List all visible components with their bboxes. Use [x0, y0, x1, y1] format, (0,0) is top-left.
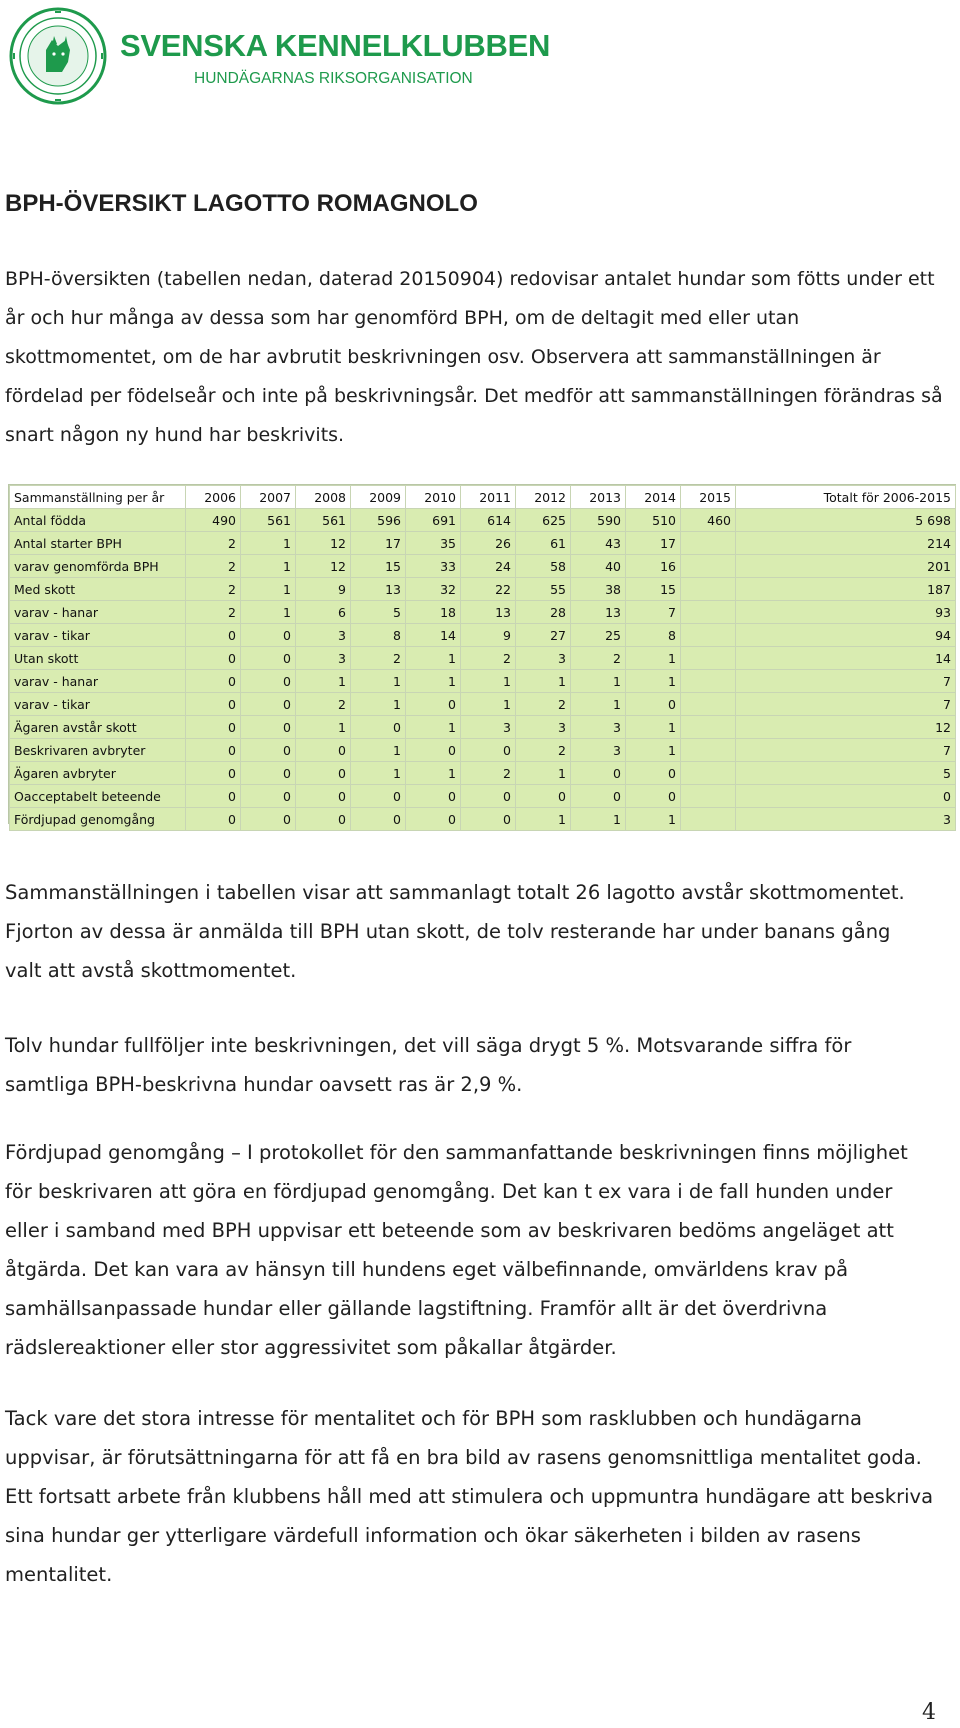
table-cell: 35 [406, 532, 461, 555]
table-cell: 18 [406, 601, 461, 624]
table-cell: 0 [241, 762, 296, 785]
table-cell: 33 [406, 555, 461, 578]
table-cell: 7 [626, 601, 681, 624]
column-header: 2009 [351, 486, 406, 509]
table-cell: 490 [186, 509, 241, 532]
table-cell: 2 [186, 555, 241, 578]
table-cell: 32 [406, 578, 461, 601]
total-cell: 7 [736, 693, 956, 716]
row-label: varav - hanar [10, 601, 186, 624]
table-cell: 1 [406, 762, 461, 785]
organization-name: SVENSKA KENNELKLUBBEN [120, 28, 551, 63]
column-header: 2008 [296, 486, 351, 509]
table-cell [681, 739, 736, 762]
page-number: 4 [922, 1700, 936, 1725]
table-row [10, 739, 956, 762]
table-cell: 1 [351, 739, 406, 762]
column-header: 2012 [516, 486, 571, 509]
table-cell: 1 [351, 670, 406, 693]
table-cell: 0 [626, 693, 681, 716]
table-cell: 1 [626, 739, 681, 762]
letterhead [8, 6, 568, 106]
table-cell: 0 [241, 716, 296, 739]
table-cell: 15 [351, 555, 406, 578]
table-cell: 0 [351, 785, 406, 808]
table-cell: 3 [516, 647, 571, 670]
column-header: 2013 [571, 486, 626, 509]
table-cell: 0 [406, 693, 461, 716]
total-cell: 12 [736, 716, 956, 739]
table-cell: 24 [461, 555, 516, 578]
table-cell: 3 [461, 716, 516, 739]
table-row [10, 716, 956, 739]
table-cell: 13 [351, 578, 406, 601]
table-cell: 5 [351, 601, 406, 624]
table-cell [681, 601, 736, 624]
table-cell: 3 [571, 716, 626, 739]
row-label: Antal starter BPH [10, 532, 186, 555]
table-cell: 3 [516, 716, 571, 739]
total-cell: 5 698 [736, 509, 956, 532]
row-label: varav - hanar [10, 670, 186, 693]
table-cell: 596 [351, 509, 406, 532]
organization-subtitle: HUNDÄGARNAS RIKSORGANISATION [194, 70, 473, 87]
table-cell: 0 [296, 739, 351, 762]
table-cell: 0 [406, 808, 461, 831]
table-cell: 0 [241, 808, 296, 831]
table-cell: 1 [516, 670, 571, 693]
table-cell: 1 [296, 716, 351, 739]
table-cell: 6 [296, 601, 351, 624]
table-cell: 1 [351, 762, 406, 785]
table-row [10, 693, 956, 716]
table-body [10, 509, 956, 831]
table-cell: 43 [571, 532, 626, 555]
bph-summary-table [9, 485, 956, 831]
table-cell: 22 [461, 578, 516, 601]
table-cell: 0 [516, 785, 571, 808]
table-cell: 1 [241, 532, 296, 555]
table-cell [681, 624, 736, 647]
total-cell: 93 [736, 601, 956, 624]
table-row [10, 808, 956, 831]
table-cell: 590 [571, 509, 626, 532]
column-header: 2010 [406, 486, 461, 509]
table-cell: 1 [571, 670, 626, 693]
table-cell: 0 [461, 785, 516, 808]
table-cell [681, 785, 736, 808]
table-cell [681, 578, 736, 601]
table-cell: 0 [296, 808, 351, 831]
table-cell: 1 [626, 716, 681, 739]
table-cell: 0 [571, 762, 626, 785]
table-cell: 13 [571, 601, 626, 624]
table-cell: 1 [571, 693, 626, 716]
column-header: 2007 [241, 486, 296, 509]
table-cell: 2 [296, 693, 351, 716]
table-cell: 0 [241, 670, 296, 693]
row-label: varav - tikar [10, 693, 186, 716]
table-cell: 9 [461, 624, 516, 647]
table-cell: 1 [241, 578, 296, 601]
table-cell: 625 [516, 509, 571, 532]
table-cell: 0 [461, 808, 516, 831]
table-cell: 1 [461, 670, 516, 693]
table-cell: 0 [186, 785, 241, 808]
table-cell: 8 [351, 624, 406, 647]
table-cell [681, 532, 736, 555]
row-label: Med skott [10, 578, 186, 601]
total-cell: 201 [736, 555, 956, 578]
table-row [10, 762, 956, 785]
table-cell [681, 716, 736, 739]
total-cell: 7 [736, 670, 956, 693]
table-cell: 17 [626, 532, 681, 555]
table-cell: 1 [461, 693, 516, 716]
table-cell [681, 762, 736, 785]
table-row [10, 785, 956, 808]
total-cell: 14 [736, 647, 956, 670]
table-cell: 1 [406, 647, 461, 670]
table-row [10, 647, 956, 670]
table-cell: 0 [186, 693, 241, 716]
intro-paragraph: BPH-översikten (tabellen nedan, daterad 20150904) redovisar antalet hundar som fötts under ett år och hur många av dessa som har genomförd BPH, om de deltagit med eller utan skottmomentet, om de har avbrutit beskrivningen osv. Observera att sammanställningen är fördelad per födelseår och inte på beskrivningsår. Det medför att sammanställningen förändras så snart någon ny hund har beskrivits. [5, 268, 943, 446]
table-cell: 1 [571, 808, 626, 831]
table-cell [681, 647, 736, 670]
skk-seal-icon [8, 6, 108, 106]
table-cell: 0 [241, 624, 296, 647]
table-cell: 1 [406, 716, 461, 739]
table-cell: 0 [406, 785, 461, 808]
summary-paragraph: Sammanställningen i tabellen visar att sammanlagt totalt 26 lagotto avstår skottmomentet. Fjorton av dessa är anmälda till BPH utan skott, de tolv resterande har under banans gång valt att avstå skottmomentet. [5, 881, 905, 982]
table-row [10, 532, 956, 555]
row-label: Ägaren avstår skott [10, 716, 186, 739]
page-title: BPH-ÖVERSIKT LAGOTTO ROMAGNOLO [5, 190, 478, 217]
row-label: Oacceptabelt beteende [10, 785, 186, 808]
row-label: Fördjupad genomgång [10, 808, 186, 831]
table-cell: 28 [516, 601, 571, 624]
bph-table-container [8, 484, 956, 827]
table-cell: 0 [241, 739, 296, 762]
table-row [10, 670, 956, 693]
table-cell: 13 [461, 601, 516, 624]
row-label: Ägaren avbryter [10, 762, 186, 785]
row-label: varav - tikar [10, 624, 186, 647]
column-header: 2011 [461, 486, 516, 509]
table-header-row [10, 486, 956, 509]
table-cell: 1 [241, 555, 296, 578]
table-row [10, 578, 956, 601]
table-cell: 0 [186, 808, 241, 831]
table-cell: 1 [406, 670, 461, 693]
table-cell: 61 [516, 532, 571, 555]
table-cell: 0 [351, 808, 406, 831]
table-cell: 9 [296, 578, 351, 601]
table-cell: 55 [516, 578, 571, 601]
table-cell: 2 [186, 532, 241, 555]
total-cell: 5 [736, 762, 956, 785]
total-cell: 187 [736, 578, 956, 601]
table-cell: 26 [461, 532, 516, 555]
table-cell: 25 [571, 624, 626, 647]
table-row [10, 624, 956, 647]
table-row [10, 509, 956, 532]
table-cell: 0 [571, 785, 626, 808]
table-row [10, 555, 956, 578]
table-cell: 561 [296, 509, 351, 532]
total-cell: 214 [736, 532, 956, 555]
table-cell: 0 [186, 739, 241, 762]
column-header-total: Totalt för 2006-2015 [736, 486, 956, 509]
table-cell: 0 [186, 716, 241, 739]
table-cell: 1 [626, 670, 681, 693]
table-cell: 17 [351, 532, 406, 555]
table-cell: 14 [406, 624, 461, 647]
table-corner-label: Sammanställning per år [10, 486, 186, 509]
incomplete-paragraph: Tolv hundar fullföljer inte beskrivningen, det vill säga drygt 5 %. Motsvarande siffra för samtliga BPH-beskrivna hundar oavsett ras är 2,9 %. [5, 1034, 852, 1096]
table-cell: 3 [296, 624, 351, 647]
table-cell: 0 [186, 647, 241, 670]
table-cell: 2 [351, 647, 406, 670]
table-cell: 38 [571, 578, 626, 601]
table-cell: 0 [626, 785, 681, 808]
table-cell: 614 [461, 509, 516, 532]
total-cell: 7 [736, 739, 956, 762]
table-cell [681, 670, 736, 693]
table-cell: 12 [296, 555, 351, 578]
table-cell: 1 [241, 601, 296, 624]
table-cell: 2 [461, 762, 516, 785]
table-cell: 2 [186, 578, 241, 601]
table-cell: 2 [186, 601, 241, 624]
table-cell [681, 693, 736, 716]
table-cell: 1 [351, 693, 406, 716]
column-header: 2015 [681, 486, 736, 509]
column-header: 2006 [186, 486, 241, 509]
table-cell: 510 [626, 509, 681, 532]
table-cell: 0 [241, 693, 296, 716]
table-cell: 561 [241, 509, 296, 532]
table-cell: 2 [461, 647, 516, 670]
table-cell [681, 555, 736, 578]
table-cell: 1 [296, 670, 351, 693]
table-cell: 0 [296, 785, 351, 808]
total-cell: 0 [736, 785, 956, 808]
table-cell: 0 [241, 647, 296, 670]
total-cell: 3 [736, 808, 956, 831]
table-cell: 0 [296, 762, 351, 785]
table-cell: 58 [516, 555, 571, 578]
table-cell [681, 808, 736, 831]
table-cell: 2 [516, 739, 571, 762]
table-cell: 1 [516, 808, 571, 831]
table-cell: 2 [571, 647, 626, 670]
table-cell: 3 [296, 647, 351, 670]
table-cell: 27 [516, 624, 571, 647]
table-cell: 16 [626, 555, 681, 578]
total-cell: 94 [736, 624, 956, 647]
table-cell: 1 [626, 647, 681, 670]
table-cell: 15 [626, 578, 681, 601]
table-cell: 691 [406, 509, 461, 532]
table-cell: 40 [571, 555, 626, 578]
table-cell: 0 [186, 624, 241, 647]
table-cell: 0 [406, 739, 461, 762]
table-cell: 12 [296, 532, 351, 555]
table-row [10, 601, 956, 624]
table-cell: 0 [241, 785, 296, 808]
row-label: Beskrivaren avbryter [10, 739, 186, 762]
table-cell: 0 [461, 739, 516, 762]
row-label: Utan skott [10, 647, 186, 670]
table-cell: 0 [186, 670, 241, 693]
table-cell: 2 [516, 693, 571, 716]
table-cell: 0 [626, 762, 681, 785]
table-cell: 460 [681, 509, 736, 532]
table-cell: 0 [351, 716, 406, 739]
closing-paragraph: Tack vare det stora intresse för mentalitet och för BPH som rasklubben och hundägarna uppvisar, är förutsättningarna för att få en bra bild av rasens genomsnittliga mentalitet goda. Ett fortsatt arbete från klubbens håll med att stimulera och uppmuntra hundägare att beskriva sina hundar ger ytterligare värdefull information och ökar säkerheten i bilden av rasens mentalitet. [5, 1407, 934, 1586]
in-depth-review-paragraph: Fördjupad genomgång – I protokollet för den sammanfattande beskrivningen finns möjlighet för beskrivaren att göra en fördjupad genomgång. Det kan t ex vara i de fall hunden under eller i samband med BPH uppvisar ett beteende som av beskrivaren bedöms angeläget att åtgärda. Det kan vara av hänsyn till hundens eget välbefinnande, omvärldens krav på samhällsanpassade hundar eller gällande lagstiftning. Framför allt är det överdrivna rädslereaktioner eller stor aggressivitet som påkallar åtgärder. [5, 1141, 908, 1359]
table-cell: 1 [516, 762, 571, 785]
row-label: varav genomförda BPH [10, 555, 186, 578]
table-cell: 8 [626, 624, 681, 647]
table-cell: 0 [186, 762, 241, 785]
row-label: Antal födda [10, 509, 186, 532]
table-cell: 3 [571, 739, 626, 762]
table-cell: 1 [626, 808, 681, 831]
column-header: 2014 [626, 486, 681, 509]
